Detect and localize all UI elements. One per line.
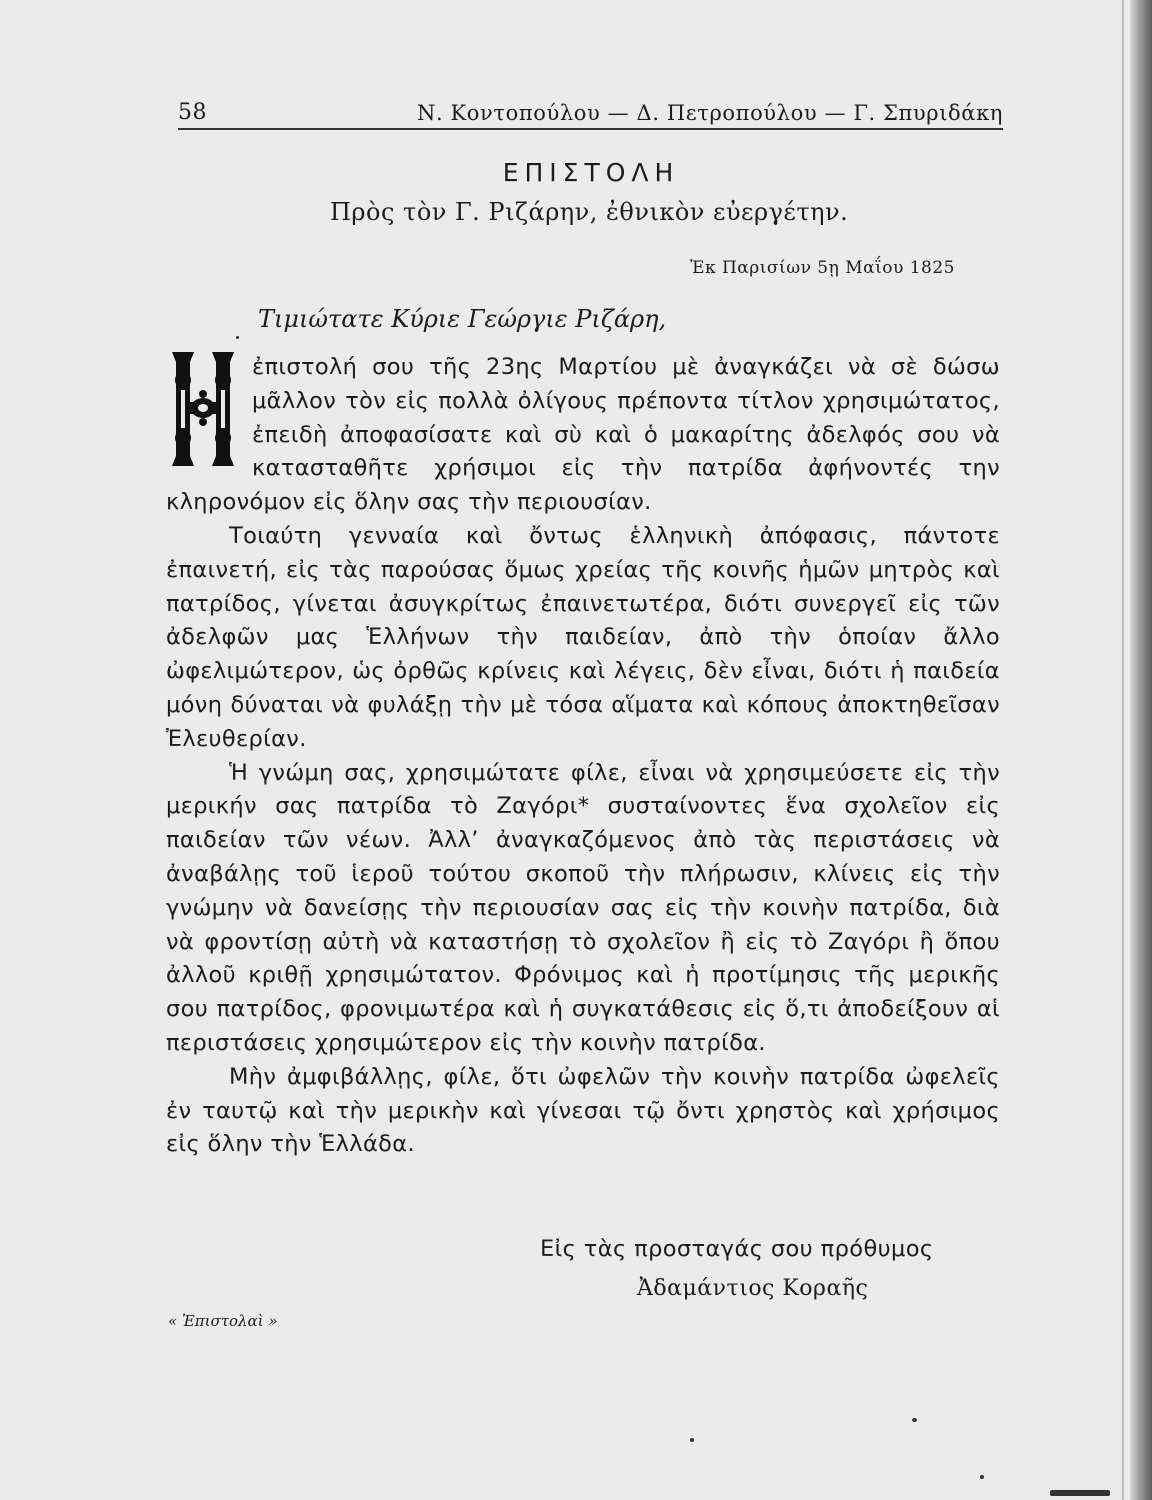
running-head-authors: Ν. Κοντοπούλου — Δ. Πετροπούλου — Γ. Σπυριδάκη <box>416 101 1003 125</box>
print-speck <box>912 1418 917 1422</box>
letter-paragraph-1: ἐπιστολή σου τῆς 23ης Μαρτίου μὲ ἀναγκάζει νὰ σὲ δώσω μᾶλλον τὸν εἰς πολλὰ ὀλίγους πρέποντα τίτλον χρησιμώτατος, ἐπειδὴ ἀποφασίσατε καὶ σὺ καὶ ὁ μακαρίτης ἀδελφός σου νὰ κατασταθῆτε χρήσιμοι εἰς τὴν πατρίδα ἀφήνοντές την κληρονόμον εἰς ὅλην σας τὴν περιουσίαν. <box>166 354 1000 516</box>
letter-paragraph-4: Μὴν ἀμφιβάλλῃς, φίλε, ὅτι ὠφελῶν τὴν κοινὴν πατρίδα ὠφελεῖς ἐν ταυτῷ καὶ τὴν μερικὴν καὶ γίνεσαι τῷ ὄντι χρηστὸς καὶ χρήσιμος εἰς ὅλην τὴν Ἑλλάδα. <box>166 1063 1000 1158</box>
initial-spacer <box>166 351 252 485</box>
page-edge <box>1130 0 1152 1500</box>
letter-closing: Εἰς τὰς προσταγάς σου πρόθυμος <box>540 1236 934 1262</box>
letter-paragraph-2: Τοιαύτη γενναία καὶ ὄντως ἑλληνικὴ ἀπόφασις, πάντοτε ἐπαινετή, εἰς τὰς παρούσας ὅμως χρείας τῆς κοινῆς ἡμῶν μητρὸς καὶ πατρίδος, γίνεται ἀσυγκρίτως ἐπαινετωτέρα, διότι συνεργεῖ εἰς τῶν ἀδελφῶν μας Ἑλλήνων τὴν παιδείαν, ἀπὸ τὴν ὁποίαν ἄλλο ὠφελιμώτερον, ὡς ὀρθῶς κρίνεις καὶ λέγεις, δὲν εἶναι, διότι ἡ παιδεία μόνη δύναται νὰ φυλάξῃ τὴν μὲ τόσα αἵματα καὶ κόπους ἀποκτηθεῖσαν Ἐλευθερίαν. <box>166 522 1000 752</box>
page-number: 58 <box>178 100 207 125</box>
letter-heading: ΕΠΙΣΤΟΛΗ <box>502 158 680 187</box>
letter-salutation: Τιμιώτατε Κύριε Γεώργιε Ριζάρη, <box>258 305 667 333</box>
letter-paragraph-3: Ἡ γνώμη σας, χρησιμώτατε φίλε, εἶναι νὰ χρησιμεύσετε εἰς τὴν μερικήν σας πατρίδα τὸ Ζαγόρι* συσταίνοντες ἕνα σχολεῖον εἰς παιδείαν τῶν νέων. Ἀλλ’ ἀναγκαζόμενος ἀπὸ τὰς περιστάσεις νὰ ἀναβάλῃς τοῦ ἱεροῦ τούτου σκοποῦ τὴν πλήρωσιν, κλίνεις εἰς τὴν γνώμην νὰ δανείσῃς τὴν περιουσίαν σας εἰς τὴν κοινὴν πατρίδα, διὰ νὰ φροντίσῃ αὐτὴ νὰ καταστήσῃ τὸ σχολεῖον ἢ εἰς τὸ Ζαγόρι ἢ ὅπου ἀλλοῦ κριθῇ χρησιμώτατον. Φρόνιμος καὶ ἡ προτίμησις τῆς μερικῆς σου πατρίδος, φρονιμωτέρα καὶ ἡ συγκατάθεσις εἰς ὅ,τι ἀποδείξουν αἱ περιστάσεις χρησιμώτερον εἰς τὴν κοινὴν πατρίδα. <box>166 759 1000 1056</box>
print-speck <box>236 336 239 339</box>
print-speck <box>690 1438 694 1442</box>
letter-signature: Ἀδαμάντιος Κοραῆς <box>637 1276 869 1301</box>
letter-place-date: Ἐκ Παρισίων 5ῃ Μαΐου 1825 <box>689 258 955 278</box>
letter-addressee: Πρὸς τὸν Γ. Ριζάρην, ἐθνικὸν εὐεργέτην. <box>330 198 849 226</box>
footnote-source: « Ἐπιστολαὶ » <box>168 1312 278 1330</box>
running-head <box>178 98 1003 130</box>
print-speck <box>1050 1490 1110 1496</box>
print-speck <box>980 1475 984 1479</box>
page-edge-shadow <box>1122 0 1124 1500</box>
letter-body <box>166 351 1000 1162</box>
